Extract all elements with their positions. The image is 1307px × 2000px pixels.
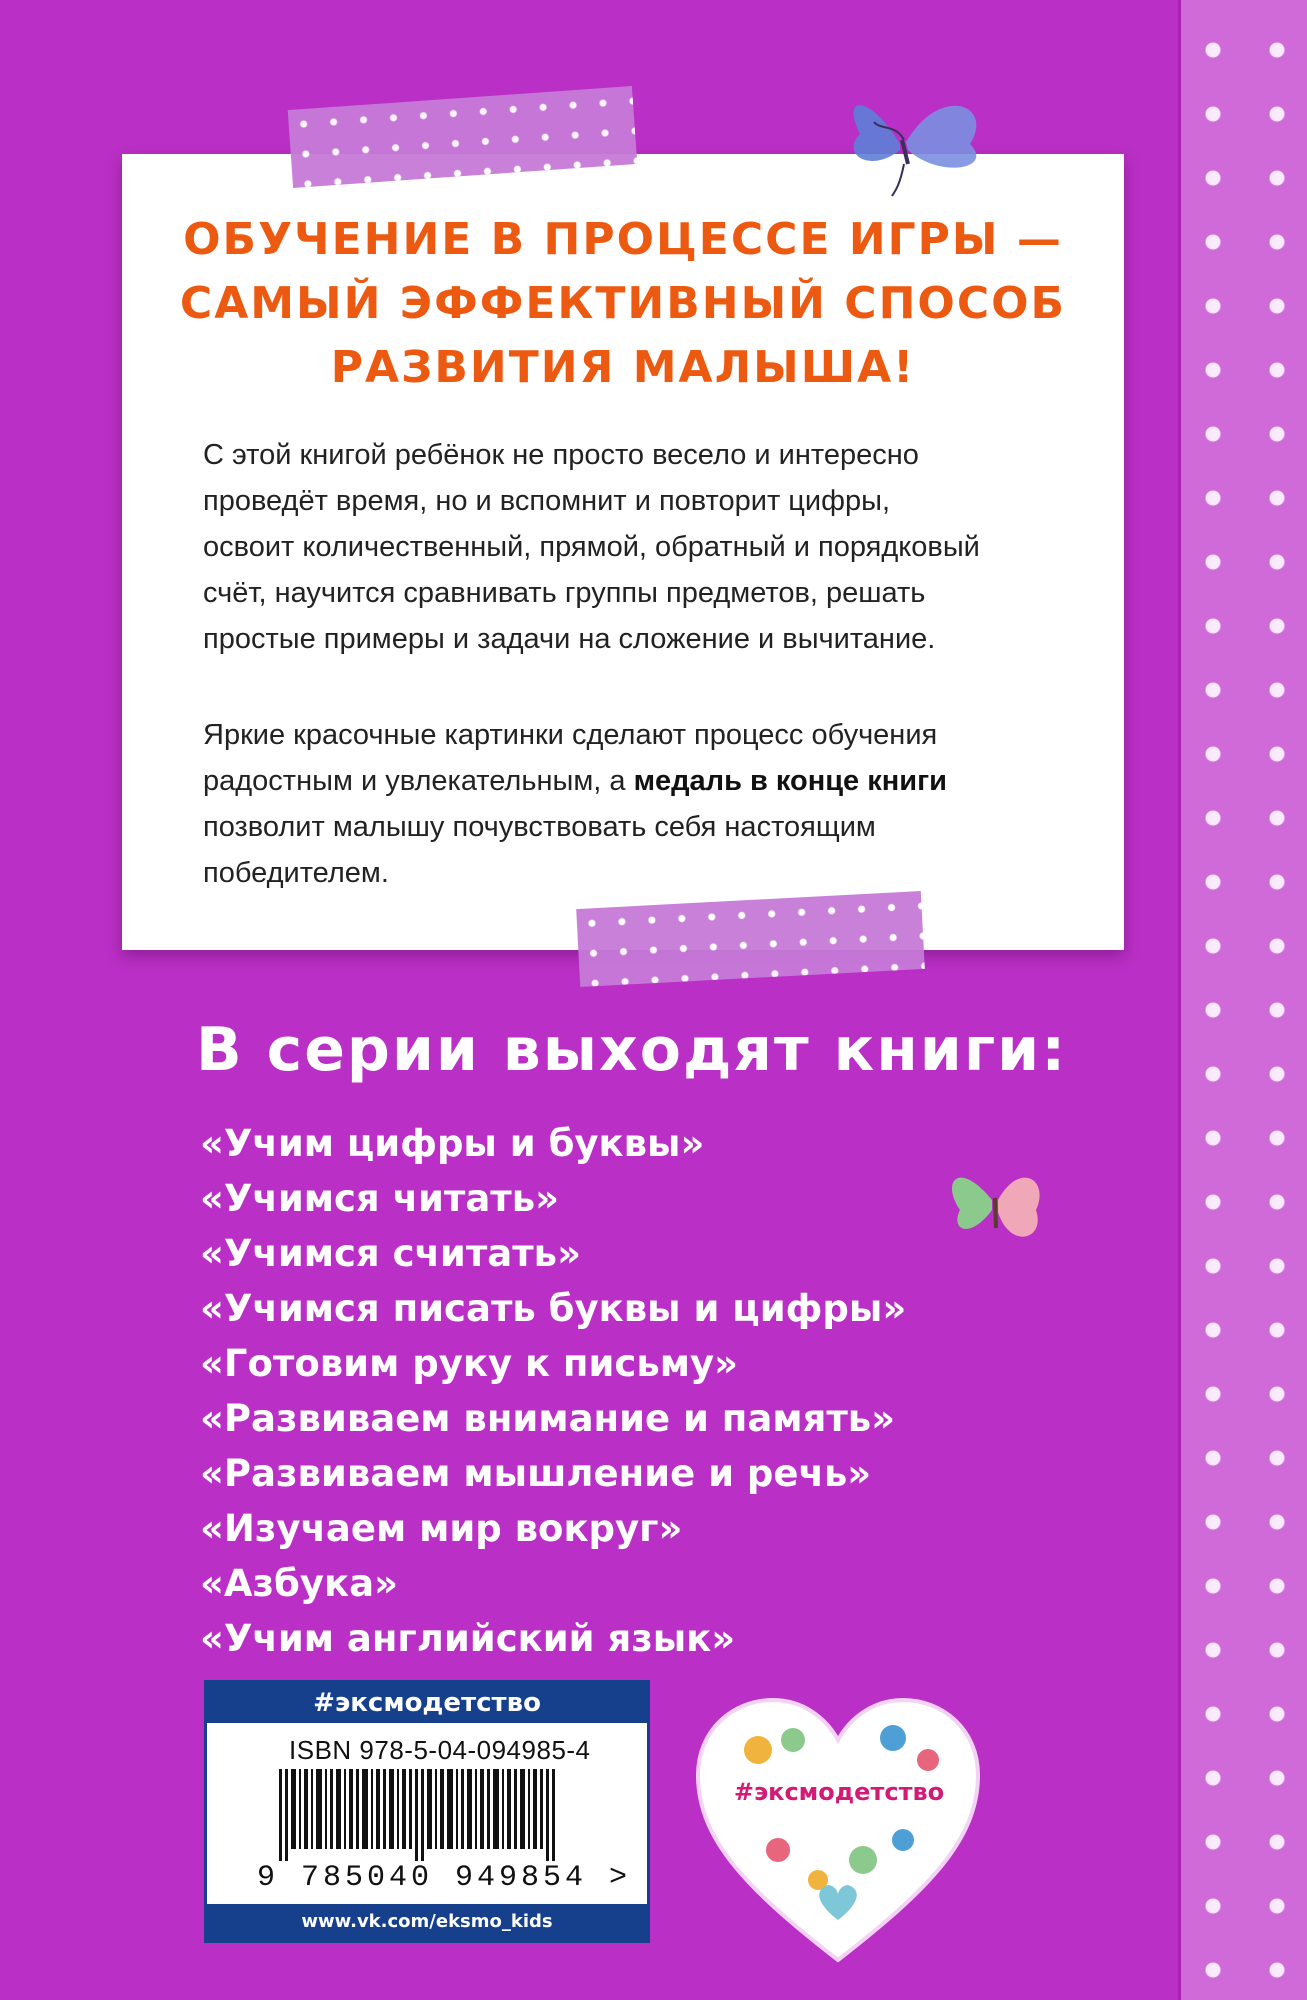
barcode-box (204, 1680, 650, 1943)
paragraph-line: освоит количественный, прямой, обратный и порядковый (203, 531, 980, 563)
series-title: В серии выходят книги: (196, 1015, 1068, 1085)
series-book-item: «Изучаем мир вокруг» (200, 1507, 683, 1550)
paragraph-line: простые примеры и задачи на сложение и вычитание. (203, 623, 936, 655)
vk-url[interactable]: www.vk.com/eksmo_kids (207, 1904, 647, 1940)
heart-badge-icon (688, 1690, 988, 1970)
heart-hashtag: #эксмодетство (724, 1778, 954, 1806)
paragraph-line: С этой книгой ребёнок не просто весело и интересно (203, 439, 919, 471)
ean-digits: 9 785040 949854 > (257, 1861, 632, 1895)
series-book-item: «Азбука» (200, 1562, 398, 1605)
headline-line-3: РАЗВИТИЯ МАЛЫША! (330, 342, 916, 393)
paragraph-line: позволит малышу почувствовать себя настоящим (203, 811, 876, 843)
paragraph-line: проведёт время, но и вспомнит и повторит цифры, (203, 485, 891, 517)
series-book-item: «Учимся писать буквы и цифры» (200, 1287, 907, 1330)
series-book-item: «Учимся считать» (200, 1232, 581, 1275)
paragraph-line: счёт, научится сравнивать группы предметов, решать (203, 577, 926, 609)
barcode-icon (279, 1769, 579, 1861)
description-paragraph-1 (203, 432, 1053, 662)
headline (122, 208, 1124, 400)
series-book-item: «Учим цифры и буквы» (200, 1122, 705, 1165)
series-book-item: «Готовим руку к письму» (200, 1342, 739, 1385)
headline-line-1: ОБУЧЕНИЕ В ПРОЦЕССЕ ИГРЫ — (183, 214, 1063, 265)
paragraph-line: победителем. (203, 857, 389, 889)
butterfly-green-icon (940, 1150, 1050, 1260)
series-book-item: «Учим английский язык» (200, 1617, 736, 1660)
butterfly-blue-icon (830, 84, 1000, 204)
series-book-list (200, 1116, 906, 1666)
series-book-item: «Развиваем мышление и речь» (200, 1452, 872, 1495)
headline-line-2: САМЫЙ ЭФФЕКТИВНЫЙ СПОСОБ (179, 278, 1067, 329)
spine-polka-dot-strip (1178, 0, 1307, 2000)
description-paragraph-2 (203, 712, 1053, 896)
series-book-item: «Развиваем внимание и память» (200, 1397, 896, 1440)
series-book-item: «Учимся читать» (200, 1177, 560, 1220)
paragraph-line: Яркие красочные картинки сделают процесс обучения (203, 719, 938, 751)
isbn-text: ISBN 978-5-04-094985-4 (289, 1735, 591, 1765)
medal-highlight: медаль в конце книги (633, 765, 948, 797)
hashtag-bar: #эксмодетство (207, 1683, 647, 1723)
paragraph-line: радостным и увлекательным, а (203, 765, 634, 797)
